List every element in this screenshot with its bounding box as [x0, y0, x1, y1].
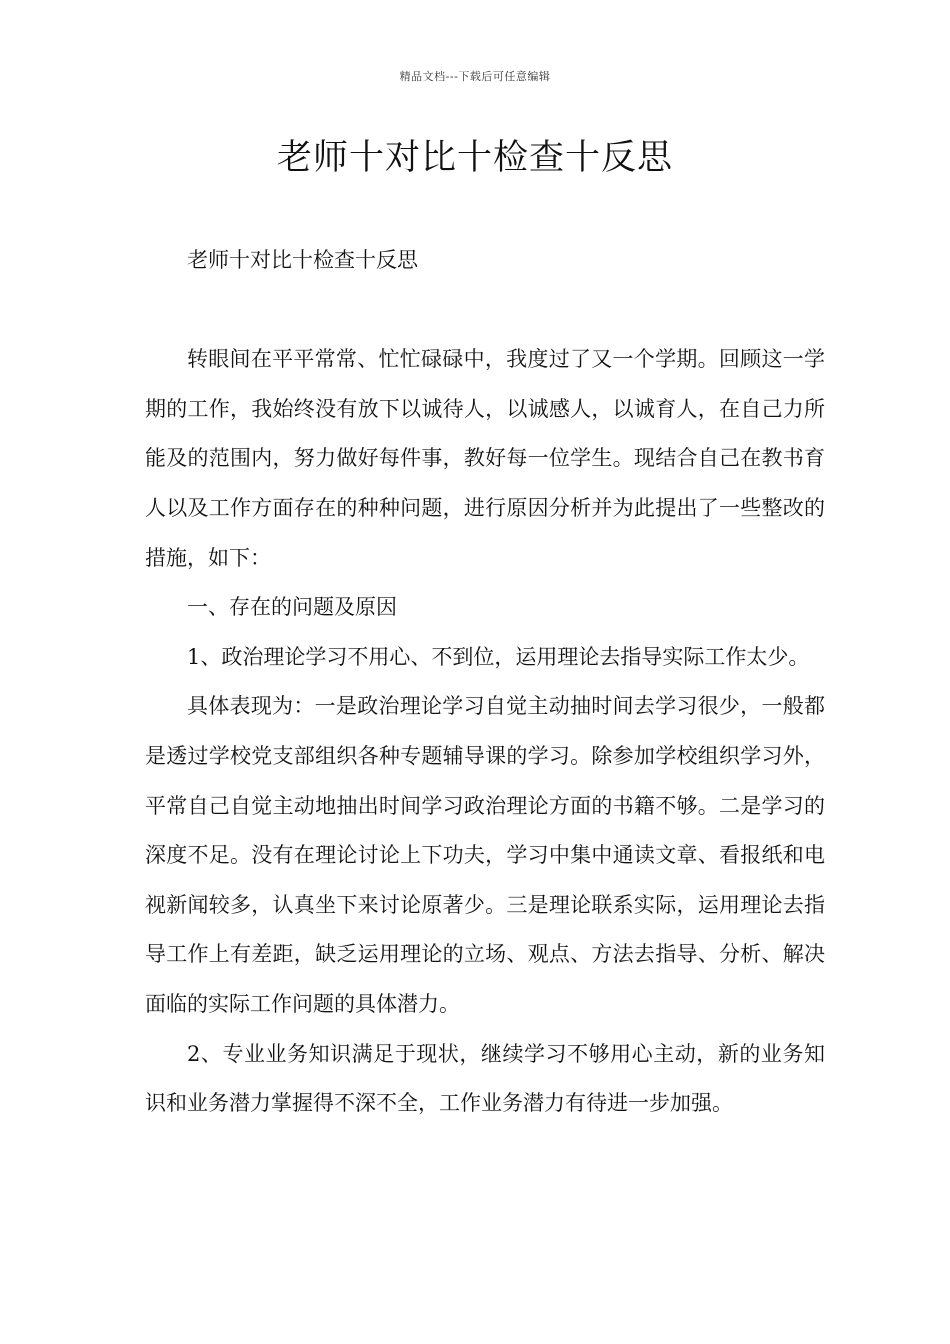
- document-body: [145, 236, 825, 1129]
- subtitle-paragraph: 老师十对比十检查十反思: [187, 248, 418, 272]
- section-heading: 一、存在的问题及原因: [187, 595, 397, 620]
- header-note: 精品文档---下载后可任意编辑: [399, 70, 551, 83]
- item-2-paragraph: 2、专业业务知识满足于现状，继续学习不够用心主动，新的业务知识和业务潜力掌握得不深不全，工作业务潜力有待进一步加强。: [145, 1041, 825, 1116]
- document-title: 老师十对比十检查十反思: [276, 138, 673, 178]
- item-1-paragraph: 1、政治理论学习不用心、不到位，运用理论去指导实际工作太少。: [187, 644, 810, 669]
- intro-paragraph: 转眼间在平平常常、忙忙碌碌中，我度过了又一个学期。回顾这一学期的工作，我始终没有放下以诚待人，以诚感人，以诚育人，在自己力所能及的范围内，努力做好每件事，教好每一位学生。现结合自己在教书育人以及工作方面存在的种种问题，进行原因分析并为此提出了一些整改的措施，如下：: [145, 347, 825, 570]
- item-1-detail-paragraph: 具体表现为：一是政治理论学习自觉主动抽时间去学习很少，一般都是透过学校党支部组织各种专题辅导课的学习。除参加学校组织学习外，平常自己自觉主动地抽出时间学习政治理论方面的书籍不够。二是学习的深度不足。没有在理论讨论上下功夫，学习中集中通读文章、看报纸和电视新闻较多，认真坐下来讨论原著少。三是理论联系实际，运用理论去指导工作上有差距，缺乏运用理论的立场、观点、方法去指导、分析、解决面临的实际工作问题的具体潜力。: [145, 694, 825, 1016]
